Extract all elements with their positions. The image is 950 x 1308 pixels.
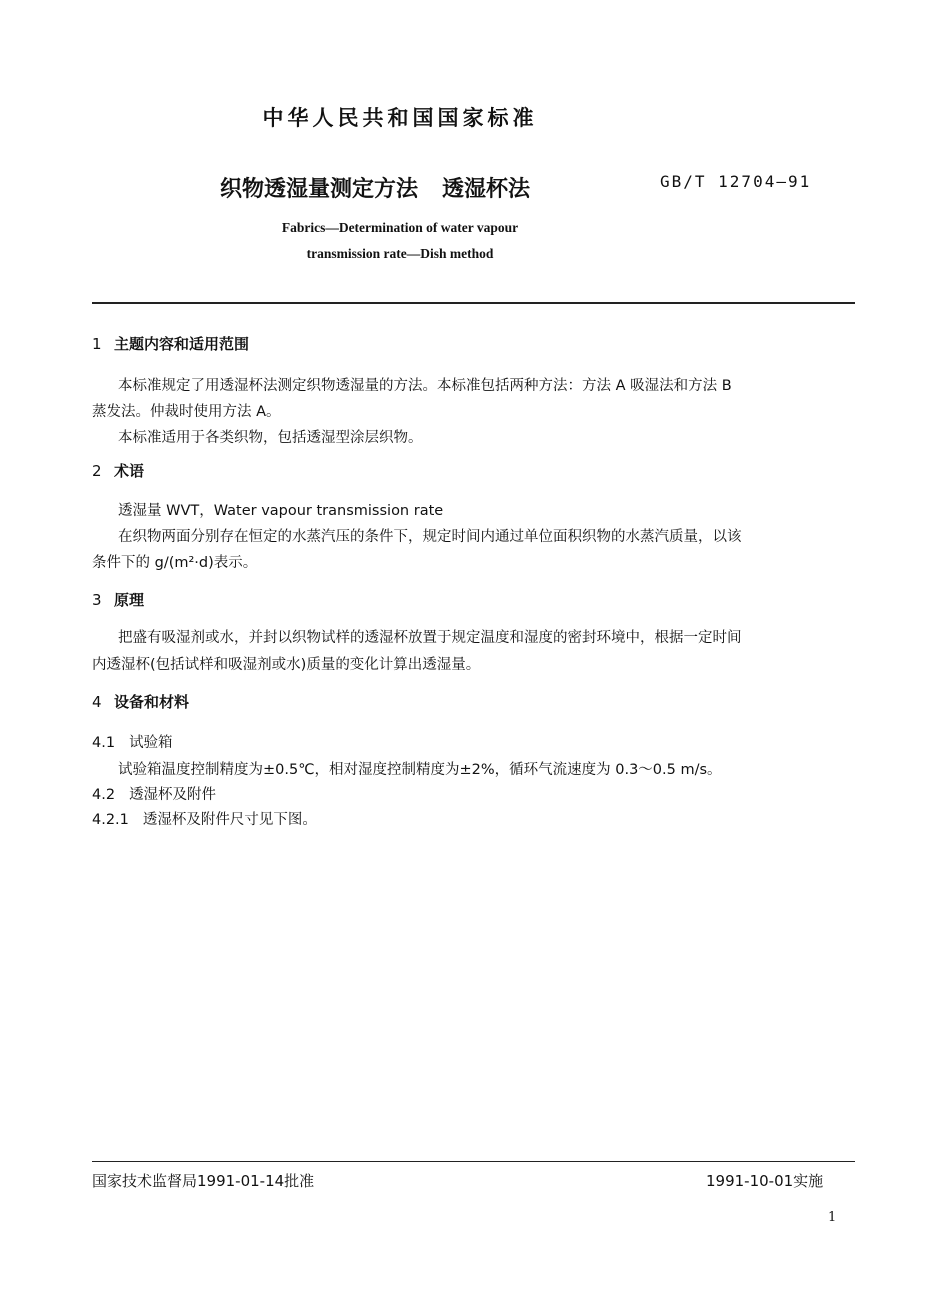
- paragraph: 在织物两面分别存在恒定的水蒸汽压的条件下，规定时间内通过单位面积织物的水蒸汽质量，以该: [118, 529, 742, 545]
- subsection-heading: 4.2.1 透湿杯及附件尺寸见下图。: [92, 812, 317, 828]
- paragraph: 把盛有吸湿剂或水，并封以织物试样的透湿杯放置于规定温度和湿度的密封环境中，根据一定时间: [118, 630, 742, 646]
- document-title: [220, 172, 530, 203]
- approval-date: 国家技术监督局1991-01-14批准: [92, 1172, 315, 1190]
- section-heading: 2 术语: [92, 462, 145, 480]
- paragraph: 蒸发法。仲裁时使用方法 A。: [92, 404, 281, 420]
- paragraph: 内透湿杯(包括试样和吸湿剂或水)质量的变化计算出透湿量。: [92, 657, 481, 673]
- term: 透湿量 WVT，Water vapour transmission rate: [118, 503, 444, 519]
- paragraph: 条件下的 g/(m²·d)表示。: [92, 555, 258, 571]
- effective-date: 1991-10-01实施: [706, 1172, 824, 1190]
- title-sub: 透湿杯法: [442, 177, 531, 202]
- header-rule: [92, 302, 855, 304]
- section-heading: 3 原理: [92, 591, 145, 609]
- section-heading: 1 主题内容和适用范围: [92, 335, 250, 353]
- paragraph: 试验箱温度控制精度为±0.5℃，相对湿度控制精度为±2%，循环气流速度为 0.3～0.5 m/s。: [118, 762, 722, 778]
- subsection-heading: 4.2 透湿杯及附件: [92, 787, 217, 803]
- page-number: 1: [828, 1210, 837, 1225]
- paragraph: 本标准适用于各类织物，包括透湿型涂层织物。: [118, 430, 423, 446]
- title-main: 织物透湿量测定方法: [220, 177, 419, 202]
- footer-rule: [92, 1161, 855, 1162]
- subsection-heading: 4.1 试验箱: [92, 735, 173, 751]
- section-heading: 4 设备和材料: [92, 693, 190, 711]
- paragraph: 本标准规定了用透湿杯法测定织物透湿量的方法。本标准包括两种方法：方法 A 吸湿法和方法 B: [118, 378, 732, 394]
- standard-code: GB/T 12704—91: [660, 172, 812, 191]
- standard-org: 中华人民共和国国家标准: [262, 106, 538, 130]
- english-title-1: Fabrics—Determination of water vapour: [281, 220, 519, 235]
- english-title-2: transmission rate—Dish method: [306, 246, 494, 261]
